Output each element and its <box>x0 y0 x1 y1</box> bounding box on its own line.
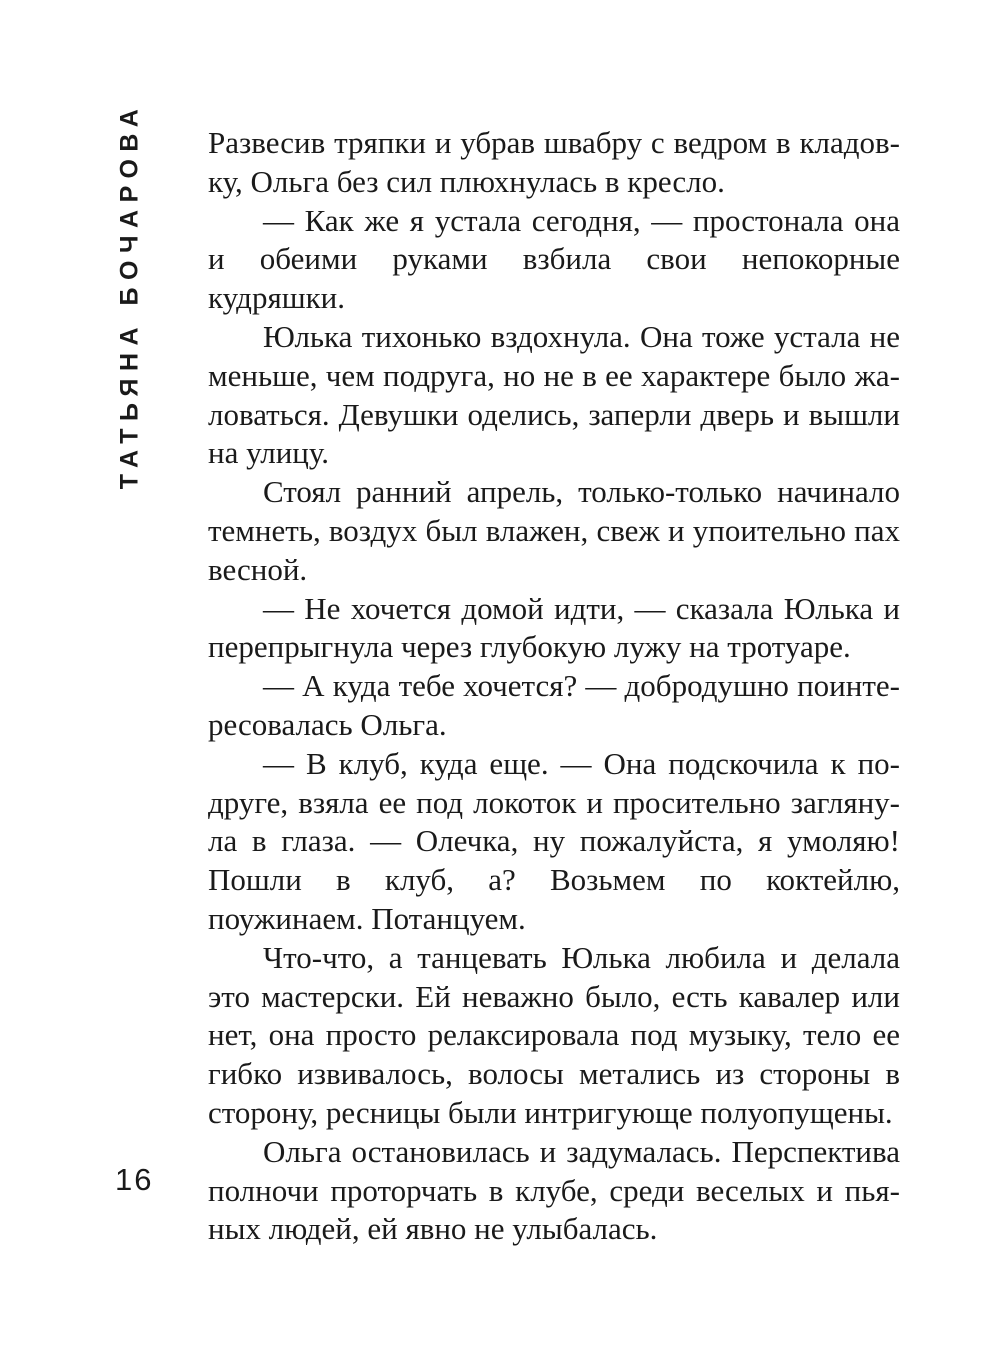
paragraph: — Не хочется домой идти, — сказала Юлька и перепрыгнула через глубокую лужу на тротуаре. <box>208 590 900 665</box>
running-head <box>110 101 150 490</box>
paragraph: — А куда тебе хочется? — добродушно поинтересовалась Ольга. <box>208 668 900 742</box>
author-name: ТАТЬЯНА БОЧАРОВА <box>115 101 144 490</box>
paragraph: — Как же я устала сегодня, — простонала она и обеими руками взбила свои непокорные кудряшки. <box>208 202 900 316</box>
paragraph: Что-что, а танцевать Юлька любила и делала это мастерски. Ей неважно было, есть кавалер или нет, она просто релаксировала под музыку, тело ее гибко извивалось, волосы метались из стороны в сторону, ресницы были интригующе полуопущены. <box>208 939 900 1130</box>
paragraph: — В клуб, куда еще. — Она подскочила к подруге, взяла ее под локоток и просительно заглянула в глаза. — Олечка, ну пожалуйста, я умоляю! Пошли в клуб, а? Возьмем по коктейлю, поужинаем. Потанцуем. <box>208 745 900 936</box>
body-text <box>208 124 900 1249</box>
paragraph: Юлька тихонько вздохнула. Она тоже устала не меньше, чем подруга, но не в ее характере было жаловаться. Девушки оделись, заперли дверь и вышли на улицу. <box>208 318 900 471</box>
paragraph: Развесив тряпки и убрав швабру с ведром в кладовку, Ольга без сил плюхнулась в кресло. <box>208 125 900 199</box>
paragraph: Стоял ранний апрель, только-только начинало темнеть, воздух был влажен, свеж и упоительно пах весной. <box>208 474 900 587</box>
page-number: 16 <box>115 1162 154 1197</box>
paragraph: Ольга остановилась и задумалась. Перспектива полночи проторчать в клубе, среди веселых и пьяных людей, ей явно не улыбалась. <box>208 1133 900 1247</box>
